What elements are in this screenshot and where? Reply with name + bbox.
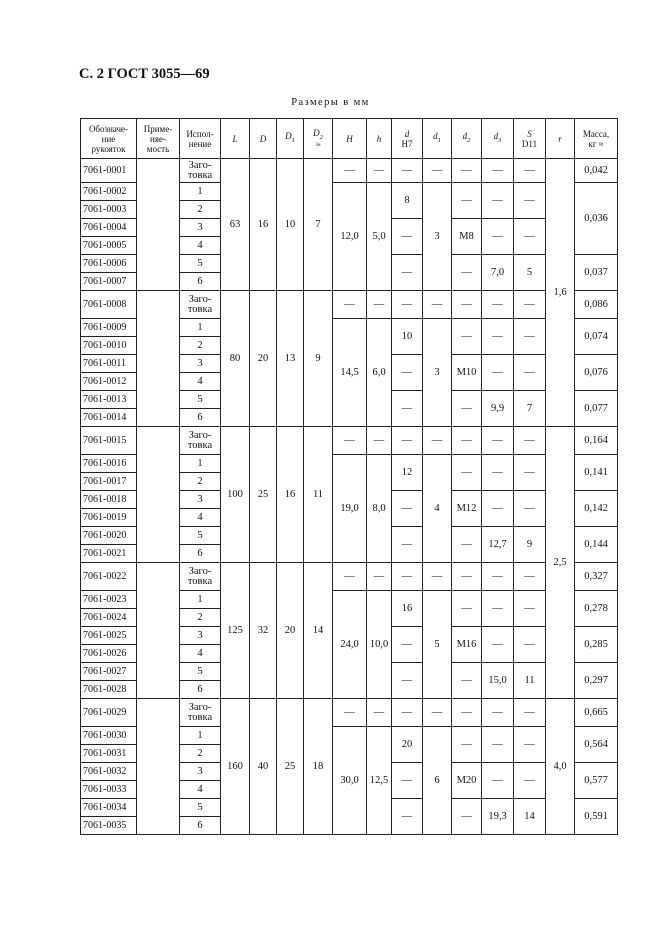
- designation-cell: 7061-0022: [81, 563, 137, 591]
- h-cell: 6,0: [367, 319, 392, 427]
- D2-cell: 9: [304, 291, 333, 427]
- d3-cell: 9,9: [482, 391, 514, 427]
- execution-cell: 1: [180, 319, 221, 337]
- S-cell: —: [514, 455, 546, 491]
- D2-cell: 18: [304, 699, 333, 835]
- execution-cell: 2: [180, 337, 221, 355]
- header-L: L: [221, 119, 250, 159]
- L-cell: 63: [221, 159, 250, 291]
- execution-cell: 6: [180, 817, 221, 835]
- d-cell: —: [392, 799, 423, 835]
- d1-cell: —: [423, 563, 452, 591]
- S-cell: —: [514, 699, 546, 727]
- d1-cell: —: [423, 699, 452, 727]
- execution-cell: 4: [180, 373, 221, 391]
- mass-cell: 0,077: [575, 391, 618, 427]
- D-cell: 20: [250, 291, 277, 427]
- mass-cell: 0,086: [575, 291, 618, 319]
- mass-cell: 0,327: [575, 563, 618, 591]
- designation-cell: 7061-0001: [81, 159, 137, 183]
- designation-cell: 7061-0006: [81, 255, 137, 273]
- header-application: Приме- няе- мость: [137, 119, 180, 159]
- d3-cell: —: [482, 591, 514, 627]
- d2-cell: —: [452, 391, 482, 427]
- d-cell: —: [392, 699, 423, 727]
- h-cell: —: [367, 563, 392, 591]
- H-cell: —: [333, 563, 367, 591]
- designation-cell: 7061-0004: [81, 219, 137, 237]
- execution-cell: 2: [180, 609, 221, 627]
- header-d: d H7: [392, 119, 423, 159]
- execution-cell: 4: [180, 509, 221, 527]
- d2-cell: —: [452, 591, 482, 627]
- application-cell: [137, 159, 180, 291]
- application-cell: [137, 563, 180, 699]
- D-cell: 16: [250, 159, 277, 291]
- d-cell: —: [392, 627, 423, 663]
- D1-cell: 10: [277, 159, 304, 291]
- d3-cell: 12,7: [482, 527, 514, 563]
- h-cell: —: [367, 159, 392, 183]
- d3-cell: —: [482, 727, 514, 763]
- h-cell: —: [367, 699, 392, 727]
- execution-cell: 3: [180, 763, 221, 781]
- d2-cell: —: [452, 159, 482, 183]
- designation-cell: 7061-0009: [81, 319, 137, 337]
- table-row: [81, 291, 618, 319]
- h-cell: —: [367, 291, 392, 319]
- d-cell: —: [392, 763, 423, 799]
- designation-cell: 7061-0023: [81, 591, 137, 609]
- execution-cell: Заго- товка: [180, 699, 221, 727]
- D1-cell: 25: [277, 699, 304, 835]
- d-cell: —: [392, 159, 423, 183]
- d2-cell: М16: [452, 627, 482, 663]
- d3-cell: —: [482, 219, 514, 255]
- H-cell: —: [333, 291, 367, 319]
- S-cell: 14: [514, 799, 546, 835]
- table-row: [81, 563, 618, 591]
- d1-cell: 5: [423, 591, 452, 699]
- d3-cell: —: [482, 763, 514, 799]
- S-cell: 9: [514, 527, 546, 563]
- dimensions-table: [80, 118, 618, 835]
- designation-cell: 7061-0014: [81, 409, 137, 427]
- designation-cell: 7061-0018: [81, 491, 137, 509]
- D2-cell: 11: [304, 427, 333, 563]
- d-cell: —: [392, 527, 423, 563]
- mass-cell: 0,076: [575, 355, 618, 391]
- mass-cell: 0,042: [575, 159, 618, 183]
- d1-cell: 3: [423, 183, 452, 291]
- designation-cell: 7061-0021: [81, 545, 137, 563]
- d3-cell: 7,0: [482, 255, 514, 291]
- mass-cell: 0,142: [575, 491, 618, 527]
- execution-cell: 2: [180, 473, 221, 491]
- d-cell: 12: [392, 455, 423, 491]
- designation-cell: 7061-0011: [81, 355, 137, 373]
- execution-cell: Заго- товка: [180, 291, 221, 319]
- mass-cell: 0,141: [575, 455, 618, 491]
- d3-cell: —: [482, 427, 514, 455]
- d2-cell: —: [452, 319, 482, 355]
- d-cell: —: [392, 663, 423, 699]
- table-row: [81, 699, 618, 727]
- execution-cell: Заго- товка: [180, 563, 221, 591]
- execution-cell: 6: [180, 273, 221, 291]
- d3-cell: —: [482, 355, 514, 391]
- d3-cell: —: [482, 455, 514, 491]
- S-cell: —: [514, 627, 546, 663]
- H-cell: 30,0: [333, 727, 367, 835]
- d2-cell: —: [452, 663, 482, 699]
- h-cell: 10,0: [367, 591, 392, 699]
- D1-cell: 20: [277, 563, 304, 699]
- designation-cell: 7061-0002: [81, 183, 137, 201]
- designation-cell: 7061-0027: [81, 663, 137, 681]
- designation-cell: 7061-0017: [81, 473, 137, 491]
- d2-cell: —: [452, 291, 482, 319]
- d2-cell: —: [452, 563, 482, 591]
- designation-cell: 7061-0034: [81, 799, 137, 817]
- mass-cell: 0,564: [575, 727, 618, 763]
- S-cell: 7: [514, 391, 546, 427]
- S-cell: —: [514, 355, 546, 391]
- designation-cell: 7061-0030: [81, 727, 137, 745]
- r-cell: 2,5: [546, 427, 575, 699]
- D2-cell: 7: [304, 159, 333, 291]
- execution-cell: 3: [180, 491, 221, 509]
- header-H: H: [333, 119, 367, 159]
- header-S: S D11: [514, 119, 546, 159]
- mass-cell: 0,297: [575, 663, 618, 699]
- application-cell: [137, 291, 180, 427]
- mass-cell: 0,037: [575, 255, 618, 291]
- H-cell: 19,0: [333, 455, 367, 563]
- d3-cell: —: [482, 291, 514, 319]
- table-row: [81, 159, 618, 183]
- execution-cell: 6: [180, 681, 221, 699]
- S-cell: —: [514, 563, 546, 591]
- designation-cell: 7061-0024: [81, 609, 137, 627]
- header-D: D: [250, 119, 277, 159]
- D1-cell: 16: [277, 427, 304, 563]
- H-cell: —: [333, 427, 367, 455]
- d2-cell: —: [452, 255, 482, 291]
- S-cell: —: [514, 183, 546, 219]
- d3-cell: —: [482, 563, 514, 591]
- execution-cell: 2: [180, 201, 221, 219]
- d1-cell: 6: [423, 727, 452, 835]
- d3-cell: —: [482, 627, 514, 663]
- d-cell: —: [392, 427, 423, 455]
- mass-cell: 0,074: [575, 319, 618, 355]
- table-row: [81, 427, 618, 455]
- d3-cell: —: [482, 491, 514, 527]
- d1-cell: —: [423, 291, 452, 319]
- header-d2: $d_2$: [452, 119, 482, 159]
- S-cell: —: [514, 591, 546, 627]
- execution-cell: 6: [180, 545, 221, 563]
- d-cell: 10: [392, 319, 423, 355]
- r-cell: 1,6: [546, 159, 575, 427]
- designation-cell: 7061-0020: [81, 527, 137, 545]
- D2-cell: 14: [304, 563, 333, 699]
- d-cell: 16: [392, 591, 423, 627]
- mass-cell: 0,036: [575, 183, 618, 255]
- d3-cell: 15,0: [482, 663, 514, 699]
- designation-cell: 7061-0035: [81, 817, 137, 835]
- d2-cell: —: [452, 183, 482, 219]
- execution-cell: 4: [180, 645, 221, 663]
- designation-cell: 7061-0025: [81, 627, 137, 645]
- execution-cell: 3: [180, 627, 221, 645]
- mass-cell: 0,164: [575, 427, 618, 455]
- mass-cell: 0,144: [575, 527, 618, 563]
- d-cell: —: [392, 291, 423, 319]
- S-cell: 11: [514, 663, 546, 699]
- execution-cell: 1: [180, 455, 221, 473]
- execution-cell: 6: [180, 409, 221, 427]
- d-cell: —: [392, 491, 423, 527]
- D-cell: 32: [250, 563, 277, 699]
- d3-cell: —: [482, 319, 514, 355]
- designation-cell: 7061-0010: [81, 337, 137, 355]
- H-cell: —: [333, 159, 367, 183]
- d-cell: —: [392, 219, 423, 255]
- header-execution: Испол- нение: [180, 119, 221, 159]
- mass-cell: 0,665: [575, 699, 618, 727]
- header-mass: Масса, кг ≈: [575, 119, 618, 159]
- L-cell: 80: [221, 291, 250, 427]
- designation-cell: 7061-0026: [81, 645, 137, 663]
- execution-cell: 1: [180, 591, 221, 609]
- d2-cell: М10: [452, 355, 482, 391]
- designation-cell: 7061-0007: [81, 273, 137, 291]
- S-cell: —: [514, 763, 546, 799]
- mass-cell: 0,285: [575, 627, 618, 663]
- L-cell: 125: [221, 563, 250, 699]
- table-caption: Размеры в мм: [291, 97, 370, 108]
- header-designation: Обозначе- ние рукояток: [81, 119, 137, 159]
- d3-cell: —: [482, 183, 514, 219]
- d-cell: —: [392, 391, 423, 427]
- h-cell: 12,5: [367, 727, 392, 835]
- designation-cell: 7061-0003: [81, 201, 137, 219]
- designation-cell: 7061-0028: [81, 681, 137, 699]
- execution-cell: 5: [180, 663, 221, 681]
- D-cell: 25: [250, 427, 277, 563]
- L-cell: 100: [221, 427, 250, 563]
- H-cell: 12,0: [333, 183, 367, 291]
- d1-cell: 3: [423, 319, 452, 427]
- S-cell: —: [514, 727, 546, 763]
- designation-cell: 7061-0016: [81, 455, 137, 473]
- execution-cell: 4: [180, 237, 221, 255]
- mass-cell: 0,591: [575, 799, 618, 835]
- designation-cell: 7061-0015: [81, 427, 137, 455]
- header-D2: $D_2$ 3н: [304, 119, 333, 159]
- designation-cell: 7061-0012: [81, 373, 137, 391]
- h-cell: —: [367, 427, 392, 455]
- mass-cell: 0,278: [575, 591, 618, 627]
- application-cell: [137, 427, 180, 563]
- S-cell: —: [514, 491, 546, 527]
- d2-cell: —: [452, 799, 482, 835]
- d2-cell: —: [452, 727, 482, 763]
- designation-cell: 7061-0019: [81, 509, 137, 527]
- header-d1: $d_1$: [423, 119, 452, 159]
- execution-cell: 3: [180, 355, 221, 373]
- header-row: [81, 119, 618, 159]
- mass-cell: 0,577: [575, 763, 618, 799]
- designation-cell: 7061-0029: [81, 699, 137, 727]
- designation-cell: 7061-0005: [81, 237, 137, 255]
- designation-cell: 7061-0008: [81, 291, 137, 319]
- d3-cell: —: [482, 159, 514, 183]
- S-cell: —: [514, 427, 546, 455]
- execution-cell: 4: [180, 781, 221, 799]
- d-cell: —: [392, 563, 423, 591]
- d1-cell: 4: [423, 455, 452, 563]
- d-cell: 8: [392, 183, 423, 219]
- designation-cell: 7061-0032: [81, 763, 137, 781]
- header-d3: $d_3$: [482, 119, 514, 159]
- H-cell: —: [333, 699, 367, 727]
- S-cell: —: [514, 291, 546, 319]
- execution-cell: 1: [180, 727, 221, 745]
- d1-cell: —: [423, 427, 452, 455]
- d2-cell: М20: [452, 763, 482, 799]
- execution-cell: Заго- товка: [180, 159, 221, 183]
- d2-cell: —: [452, 455, 482, 491]
- d2-cell: М12: [452, 491, 482, 527]
- S-cell: —: [514, 159, 546, 183]
- h-cell: 5,0: [367, 183, 392, 291]
- d2-cell: —: [452, 527, 482, 563]
- execution-cell: Заго- товка: [180, 427, 221, 455]
- execution-cell: 3: [180, 219, 221, 237]
- d2-cell: —: [452, 699, 482, 727]
- d1-cell: —: [423, 159, 452, 183]
- S-cell: —: [514, 219, 546, 255]
- d-cell: —: [392, 255, 423, 291]
- D-cell: 40: [250, 699, 277, 835]
- H-cell: 24,0: [333, 591, 367, 699]
- execution-cell: 5: [180, 527, 221, 545]
- designation-cell: 7061-0031: [81, 745, 137, 763]
- designation-cell: 7061-0033: [81, 781, 137, 799]
- S-cell: 5: [514, 255, 546, 291]
- D1-cell: 13: [277, 291, 304, 427]
- application-cell: [137, 699, 180, 835]
- r-cell: 4,0: [546, 699, 575, 835]
- S-cell: —: [514, 319, 546, 355]
- execution-cell: 5: [180, 799, 221, 817]
- execution-cell: 5: [180, 391, 221, 409]
- d2-cell: —: [452, 427, 482, 455]
- h-cell: 8,0: [367, 455, 392, 563]
- d3-cell: 19,3: [482, 799, 514, 835]
- execution-cell: 1: [180, 183, 221, 201]
- header-D1: $D_1$: [277, 119, 304, 159]
- execution-cell: 5: [180, 255, 221, 273]
- d3-cell: —: [482, 699, 514, 727]
- d2-cell: М8: [452, 219, 482, 255]
- d-cell: —: [392, 355, 423, 391]
- table-body: [81, 159, 618, 835]
- d-cell: 20: [392, 727, 423, 763]
- L-cell: 160: [221, 699, 250, 835]
- header-h: h: [367, 119, 392, 159]
- page-header: С. 2 ГОСТ 3055—69: [79, 66, 210, 82]
- execution-cell: 2: [180, 745, 221, 763]
- designation-cell: 7061-0013: [81, 391, 137, 409]
- H-cell: 14,5: [333, 319, 367, 427]
- header-r: r: [546, 119, 575, 159]
